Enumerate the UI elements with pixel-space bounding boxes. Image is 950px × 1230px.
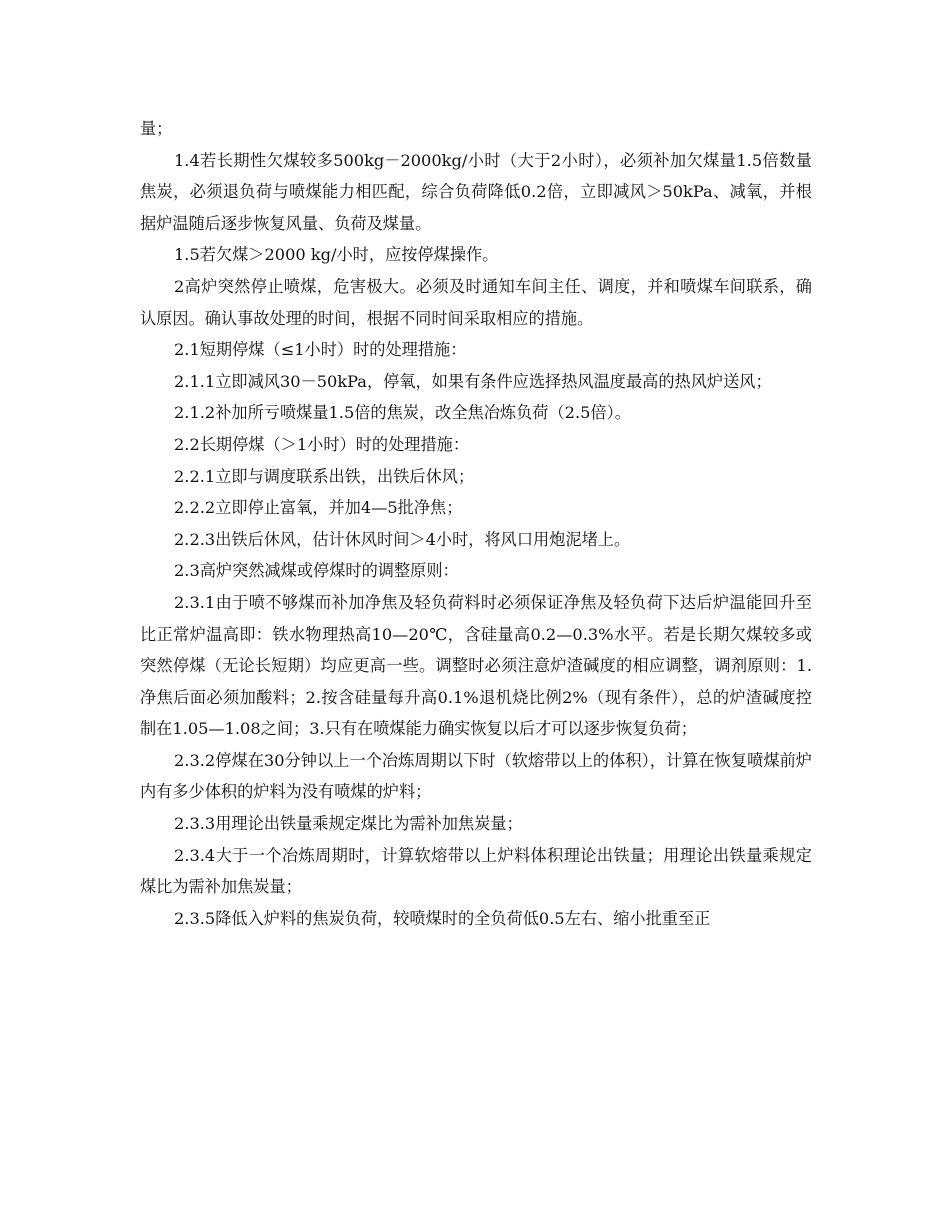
paragraph-2-3-4: 2.3.4大于一个冶炼周期时，计算软熔带以上炉料体积理论出铁量；用理论出铁量乘规定煤比为需补加焦炭量；	[140, 845, 812, 897]
paragraph-2: 2高炉突然停止喷煤，危害极大。必须及时通知车间主任、调度，并和喷煤车间联系，确认原因。确认事故处理的时间，根据不同时间采取相应的措施。	[140, 276, 812, 328]
paragraph-2-1-1: 2.1.1立即减风30－50kPa，停氧，如果有条件应选择热风温度最高的热风炉送风；	[174, 371, 772, 391]
paragraph-2-3-3: 2.3.3用理论出铁量乘规定煤比为需补加焦炭量；	[174, 814, 523, 834]
paragraph-2-3: 2.3高炉突然减煤或停煤时的调整原则：	[174, 561, 459, 581]
paragraph-2-3-1: 2.3.1由于喷不够煤而补加净焦及轻负荷料时必须保证净焦及轻负荷下达后炉温能回升至比正常炉温高即：铁水物理热高10—20℃，含硅量高0.2—0.3%水平。若是长期欠煤较多或突然停煤（无论长短期）均应更高一些。调整时必须注意炉渣碱度的相应调整，调剂原则：1.净焦后面必须加酸料；2.按含硅量每升高0.1%退机烧比例2%（现有条件），总的炉渣碱度控制在1.05—1.08之间；3.只有在喷煤能力确实恢复以后才可以逐步恢复负荷；	[140, 592, 812, 739]
paragraph-1-4: 1.4若长期性欠煤较多500kg－2000kg/小时（大于2小时），必须补加欠煤量1.5倍数量焦炭，必须退负荷与喷煤能力相匹配，综合负荷降低0.2倍，立即减风＞50kPa、减氧，并根据炉温随后逐步恢复风量、负荷及煤量。	[140, 150, 812, 233]
paragraph-2-2: 2.2长期停煤（＞1小时）时的处理措施：	[174, 434, 470, 454]
paragraph-2-3-5: 2.3.5降低入炉料的焦炭负荷，较喷煤时的全负荷低0.5左右、缩小批重至正	[174, 908, 711, 928]
paragraph-2-1-2: 2.1.2补加所亏喷煤量1.5倍的焦炭，改全焦冶炼负荷（2.5倍）。	[174, 403, 631, 423]
paragraph-2-2-1: 2.2.1立即与调度联系出铁，出铁后休风；	[174, 466, 475, 486]
document-page	[140, 113, 812, 934]
paragraph-2-3-2: 2.3.2停煤在30分钟以上一个冶炼周期以下时（软熔带以上的体积），计算在恢复喷煤前炉内有多少体积的炉料为没有喷煤的炉料；	[140, 750, 812, 802]
paragraph-2-2-3: 2.2.3出铁后休风，估计休风时间＞4小时，将风口用炮泥堵上。	[174, 529, 631, 549]
paragraph-2-1: 2.1短期停煤（≤1小时）时的处理措施：	[174, 340, 467, 360]
paragraph-2-2-2: 2.2.2立即停止富氧，并加4—5批净焦；	[174, 498, 463, 518]
paragraph-1-5: 1.5若欠煤＞2000 kg/小时，应按停煤操作。	[174, 245, 499, 265]
paragraph-continuation: 量；	[140, 119, 173, 138]
